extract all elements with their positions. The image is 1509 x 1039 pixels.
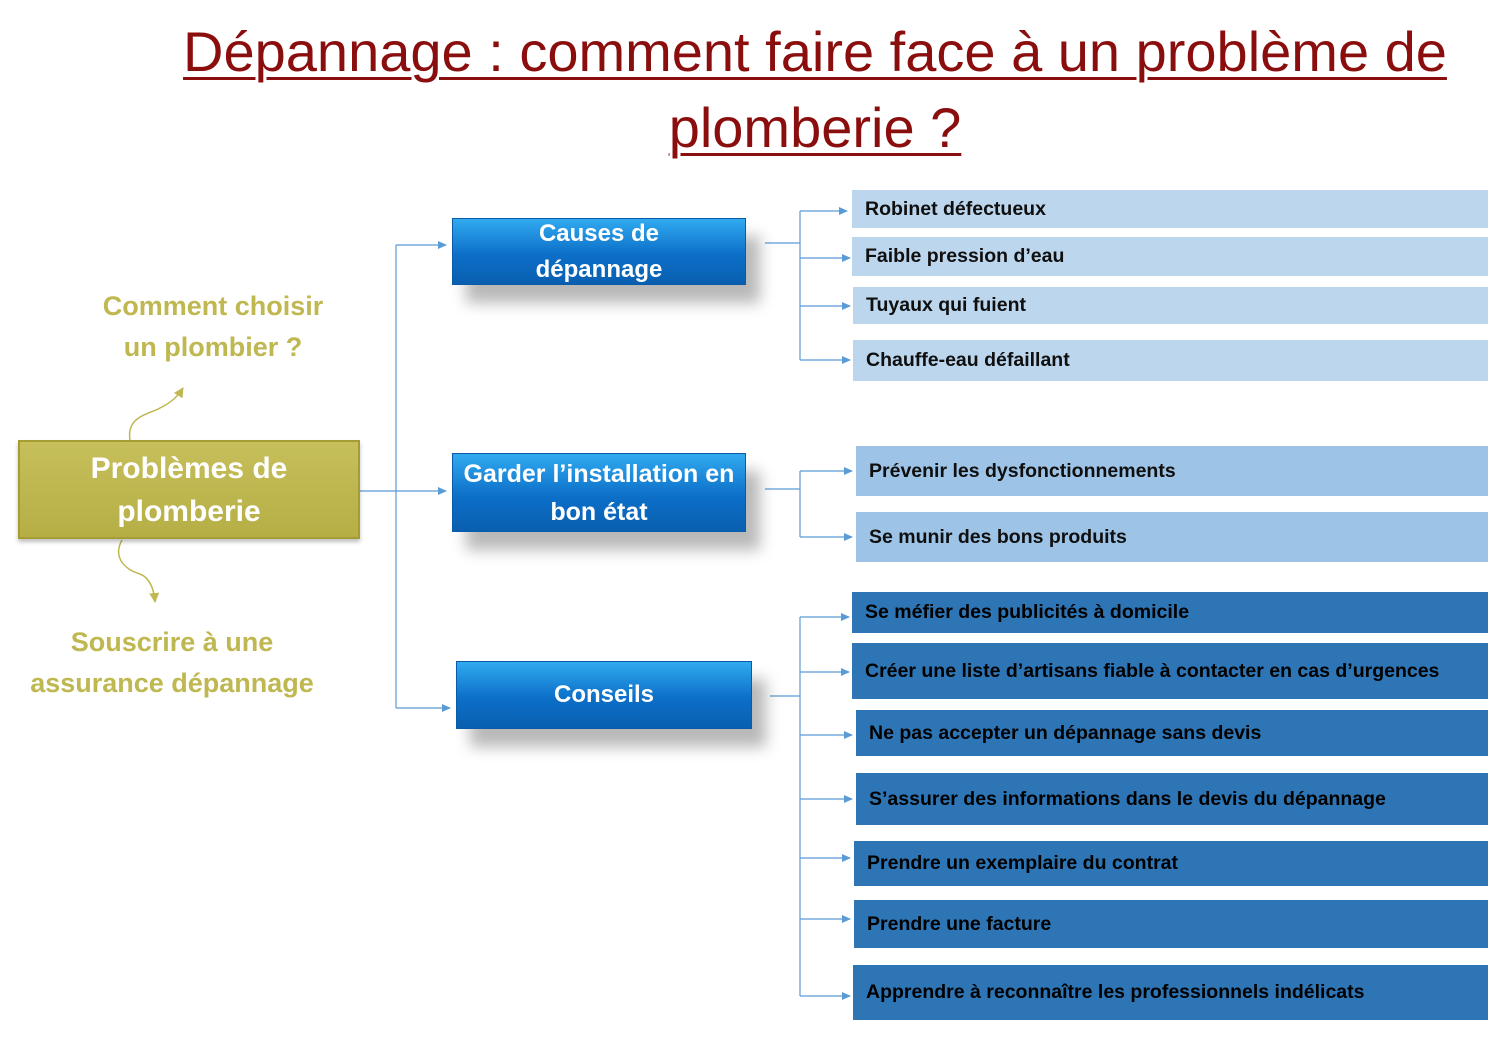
side-note-bottom: Souscrire à une assurance dépannage (30, 627, 314, 698)
root-node (18, 440, 360, 539)
list-item: Prendre un exemplaire du contrat (854, 841, 1488, 886)
list-item: Tuyaux qui fuient (853, 287, 1488, 324)
side-note-top: Comment choisir un plombier ? (102, 291, 324, 362)
list-item: Robinet défectueux (852, 190, 1488, 228)
list-item: Se méfier des publicités à domicile (852, 592, 1488, 633)
list-item: Se munir des bons produits (856, 512, 1488, 562)
category-causes (452, 218, 746, 285)
category-label: Conseils (553, 681, 655, 708)
list-item: Ne pas accepter un dépannage sans devis (856, 710, 1488, 756)
category-label: Garder l’installation en bon état (463, 459, 735, 526)
list-item: Faible pression d’eau (852, 237, 1488, 276)
root-label: Problèmes de plomberie (90, 451, 288, 528)
category-entretien (452, 453, 746, 532)
list-item: Créer une liste d’artisans fiable à contacter en cas d’urgences (852, 643, 1488, 699)
list-item: Chauffe-eau défaillant (853, 340, 1488, 381)
list-item: Prévenir les dysfonctionnements (856, 446, 1488, 496)
category-label: Causes de dépannage (535, 219, 663, 283)
list-item: Apprendre à reconnaître les professionnels indélicats (853, 965, 1488, 1020)
category-conseils (456, 661, 752, 729)
page-title: Dépannage : comment faire face à un problème de plomberie ? (183, 20, 1447, 159)
list-item: Prendre une facture (854, 900, 1488, 948)
list-item: S’assurer des informations dans le devis du dépannage (856, 773, 1488, 825)
